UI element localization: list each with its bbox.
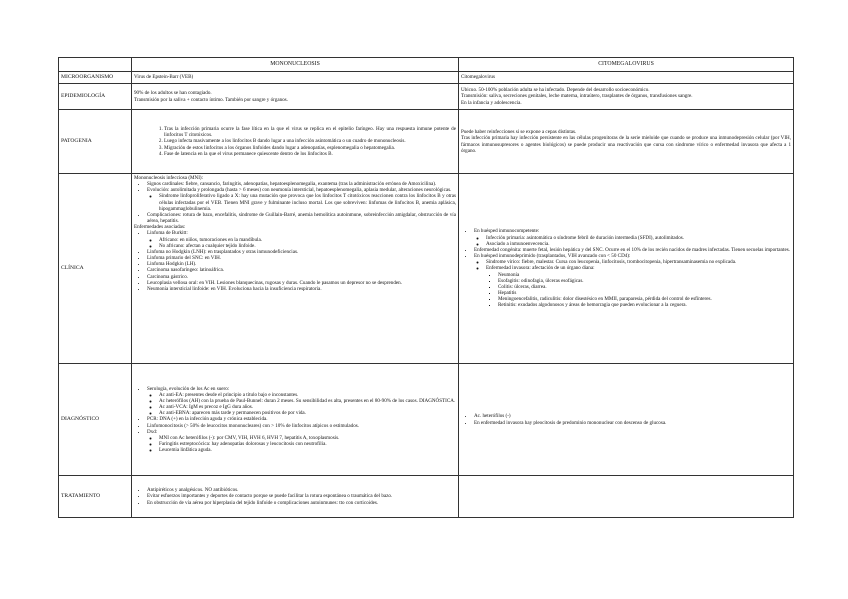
list-item: ◦ No africano: afectan a cualquier tejido linfoide. bbox=[159, 243, 456, 249]
list-item: ◦ Ac anti-VCA: IgM es precoz e IgG dura años. bbox=[159, 404, 456, 410]
list-item: ◦ Africano: en niños, tumoraciones en la mandíbula. bbox=[159, 237, 456, 243]
row-diagnostico bbox=[59, 364, 794, 476]
list-item: • Leucoplasia vellosa oral: en VIH. Lesiones blanquecinas, rugosas y duras. Cuando le pasamos un depresor no se desprenden. bbox=[147, 280, 456, 286]
text-line: Ubicuo. 50-100% población adulta se ha infectado. Depende del desarrollo socioeconómico. bbox=[461, 87, 650, 94]
bullet-list bbox=[134, 386, 456, 454]
list-item: ◦ Síndrome vírico: fiebre, malestar. Cursa con leucopenia, linfocitosis, trombocitopenia, hipertransaminasemia no explicada. bbox=[486, 259, 791, 265]
bullet-list bbox=[134, 181, 456, 224]
list-item: • Linfoma primario del SNC: en VIH. bbox=[147, 255, 456, 261]
corner-cell bbox=[59, 58, 132, 72]
text-line: En la infancia y adolescencia. bbox=[461, 99, 522, 106]
cell-cito bbox=[459, 476, 794, 518]
list-item: • Ac. heterófilos (-) bbox=[474, 413, 791, 419]
row-label: DIAGNÓSTICO bbox=[59, 364, 132, 476]
bullet-list bbox=[461, 413, 791, 425]
sub-list bbox=[474, 259, 791, 308]
list-item: ◦ Síndrome linfoproliferativo ligado a X: hay una mutación que provoca que los linfocitos T citotóxicos reaccionen contra los linfocitos B y otras células infectadas por el VEB. Tienen MNI grave y fulminante incluso mortal. Los que sobreviven: linfomas de linfocitos B, anemia aplásica, hipogammaglobulinemia. bbox=[159, 193, 456, 211]
list-item: ▪ Hepatitis bbox=[498, 290, 791, 296]
list-item: • En enfermedad invasora hay pleocitosis de predominio mononuclear con descenso de glucosa. bbox=[474, 420, 791, 426]
list-item: • Antipiréticos y analgésicos. NO antibióticos. bbox=[147, 487, 456, 493]
list-item: ▪ Retinitis: exudados algodonosos y áreas de hemorragia que pueden evolucionar a la ceguera. bbox=[498, 302, 791, 308]
row-label: MICROORGANISMO bbox=[59, 72, 132, 84]
cell-cito: Citomegalovirus bbox=[459, 72, 794, 84]
sub-list bbox=[474, 235, 791, 247]
text-line: Tras infección primaria hay infección persistente en las células progenitoras de la serie mieloide que cuando se produce una inmunodepresión celular (por VIH, fármacos inmunosupresores o agentes biológicos) se puede producir una reactivación que cursa con síndrome vírico o enfermedad invasora que afecta a 1 órgano. bbox=[461, 135, 791, 154]
list-item bbox=[486, 265, 791, 308]
list-item: • Complicaciones: rotura de bazo, encefalitis, síndrome de Guillain-Barré, anemia hemolítica autoinmune, sobreinfección amigdalar, obstrucción de vía aérea, hepatitis. bbox=[147, 212, 456, 224]
list-item-text: En huésped inmunodeprimido (trasplantados, VIH avanzado con < 50 CD4): bbox=[474, 253, 631, 260]
list-item: 4. Fase de latencia en la que el virus permanece quiescente dentro de los linfocitos B. bbox=[164, 151, 456, 157]
list-item: • Signos cardinales: fiebre, cansancio, faringitis, adenopatías, hepatoesplenomegalia, exantema (tras la administración errónea de Amoxicilina). bbox=[147, 181, 456, 187]
list-item: • Neumonía intersticial linfoide: en VIH. Evoluciona hacia la insuficiencia respiratoria. bbox=[147, 286, 456, 292]
header-row bbox=[59, 58, 794, 72]
list-item-text: Serología, evolución de los Ac en suero: bbox=[147, 385, 230, 392]
list-item: ◦ Asociado a inmunoenvecencia. bbox=[486, 241, 791, 247]
row-tratamiento bbox=[59, 476, 794, 518]
list-item bbox=[474, 253, 791, 308]
sub-list bbox=[147, 435, 456, 453]
header-mononucleosis: MONONUCLEOSIS bbox=[132, 58, 459, 72]
cell-mono bbox=[132, 174, 459, 364]
numbered-list bbox=[134, 126, 456, 157]
cell-mono bbox=[132, 110, 459, 174]
list-item bbox=[147, 429, 456, 454]
row-epidemiologia bbox=[59, 84, 794, 110]
text-line: Transmisión por la saliva + contacto íntimo. También por sangre y órganos. bbox=[134, 96, 288, 103]
list-item: ◦ Ac anti-EA: presentes desde el principio a título bajo e inconstantes. bbox=[159, 392, 456, 398]
cell-cito bbox=[459, 364, 794, 476]
list-item: • En obstrucción de vía aérea por hiperplasia del tejido linfoide o complicaciones autoinmunes: tto con corticoides. bbox=[147, 500, 456, 506]
list-item: ◦ Leucemia linfática aguda. bbox=[159, 447, 456, 453]
list-item: • Carcinoma gástrico. bbox=[147, 274, 456, 280]
list-item: ◦ Faringitis estreptocócica: hay adenopatías dolorosas y leucocitosis con neutrofilia. bbox=[159, 441, 456, 447]
row-label: CLÍNICA bbox=[59, 174, 132, 364]
bullet-list bbox=[134, 230, 456, 292]
text-line: 90% de los adultos se han contagiado. bbox=[134, 90, 212, 97]
cell-mono bbox=[132, 84, 459, 110]
list-item: ▪ Neumonía bbox=[498, 272, 791, 278]
header-citomegalovirus: CITOMEGALOVIRUS bbox=[459, 58, 794, 72]
bullet-list bbox=[461, 228, 791, 308]
row-microorganismo bbox=[59, 72, 794, 84]
text-line: Transmisión: saliva, secreciones genitales, leche materna, intraútero, trasplantes de órganos, transfusiones sangre. bbox=[461, 93, 693, 100]
row-label: EPIDEMIOLOGÍA bbox=[59, 84, 132, 110]
text-line: Mononucleosis infecciosa (MNI): bbox=[134, 175, 204, 181]
list-item: • Carcinoma nasofaríngeo: latinoáfrica. bbox=[147, 267, 456, 273]
row-patogenia bbox=[59, 110, 794, 174]
list-item bbox=[147, 386, 456, 417]
list-item bbox=[147, 230, 456, 248]
sub-list bbox=[147, 392, 456, 417]
list-item: 3. Migración de estos linfocitos a los órganos linfoides dando lugar a adenopatías, esplenomegalia o hepatomegalia. bbox=[164, 145, 456, 151]
list-item: ◦ Ac heterófilos (AH) con la prueba de Paul-Bunnel: duran 2 meses. Su sensibilidad es alta, presentes en el 80-90% de los casos. DIAGNÓSTICA. bbox=[159, 398, 456, 404]
list-item bbox=[474, 228, 791, 246]
list-item: 2. Luego infecta masivamente a los linfocitos B dando lugar a una infección asintomática o un cuadro de mononucleosis. bbox=[164, 138, 456, 144]
list-item: ▪ Meningoencefalitis, radiculitis: dolor disestésico en MMII, paraparesia, pérdida del control de esfínteres. bbox=[498, 296, 791, 302]
list-item: ▪ Esofagitis: odinofagia, úlceras esofágicas. bbox=[498, 278, 791, 284]
cell-cito bbox=[459, 84, 794, 110]
list-item-text: En huésped inmunocompetente: bbox=[474, 228, 540, 235]
list-item: • Linfomonocitosis (> 50% de leucocitos mononucleares) con > 10% de linfocitos atípicos o estimulados. bbox=[147, 423, 456, 429]
row-label: PATOGENIA bbox=[59, 110, 132, 174]
list-item: ◦ Ac anti-EBNA: aparecen más tarde y permanecen positivos de por vida. bbox=[159, 410, 456, 416]
row-clinica bbox=[59, 174, 794, 364]
list-item bbox=[147, 187, 456, 212]
sub-sub-list bbox=[486, 272, 791, 309]
list-item: • Linfoma Hodgkin (LH). bbox=[147, 261, 456, 267]
bullet-list bbox=[134, 487, 456, 505]
list-item: • Linfoma no Hodgkin (LNH): en trasplantados y otras inmunodeficiencias. bbox=[147, 249, 456, 255]
text-line: Puede haber reinfecciones si se expone a cepas distintas. bbox=[461, 129, 577, 136]
list-item: ◦ MNI con Ac heterófilos (-): por CMV, VIH, HVH 6, HVH 7, hepatitis A, toxoplasmosis. bbox=[159, 435, 456, 441]
list-item: ▪ Colitis: úlceras, diarrea. bbox=[498, 284, 791, 290]
list-item: ◦ Infección primaria: asintomática o síndrome febril de duración intermedia (SFDI), autolimitados. bbox=[486, 235, 791, 241]
list-item: • Evitar esfuerzos importantes y deportes de contacto porque se puede facilitar la rotura espontánea o traumática del bazo. bbox=[147, 493, 456, 499]
cell-mono bbox=[132, 364, 459, 476]
text-line: Enfermedades asociadas: bbox=[134, 224, 186, 231]
list-item-text: Evolución: autolimitada y prolongada (hasta > 6 meses) con neumonía intersticial, hepatoesplenomegalia, aplasia medular, alteraciones neurológicas. bbox=[147, 187, 452, 194]
row-label: TRATAMIENTO bbox=[59, 476, 132, 518]
list-item: 1. Tras la infección primaria ocurre la fase lítica en la que el virus se replica en el epitelio faríngeo. Hay una respuesta inmune potente de linfocitos T citotóxicos. bbox=[164, 126, 456, 138]
cell-cito bbox=[459, 174, 794, 364]
list-item-text: Linfoma de Burkitt: bbox=[147, 230, 188, 237]
list-item-text: Dxd: bbox=[147, 428, 158, 435]
list-item: • PCR: DNA (+) en la infección aguda y crónica establecida. bbox=[147, 416, 456, 422]
sub-list bbox=[147, 237, 456, 249]
list-item-text: Enfermedad invasora: afectación de un órgano diana: bbox=[486, 265, 595, 272]
comparison-table bbox=[58, 57, 794, 518]
cell-cito bbox=[459, 110, 794, 174]
cell-mono bbox=[132, 476, 459, 518]
list-item: • Enfermedad congénita: muerte fetal, lesión hepática y del SNC. Ocurre en el 10% de los recién nacidos de madres infectadas. Tienen secuelas importantes. bbox=[474, 247, 791, 253]
cell-mono: Virus de Epstein-Barr (VEB) bbox=[132, 72, 459, 84]
sub-list bbox=[147, 193, 456, 211]
